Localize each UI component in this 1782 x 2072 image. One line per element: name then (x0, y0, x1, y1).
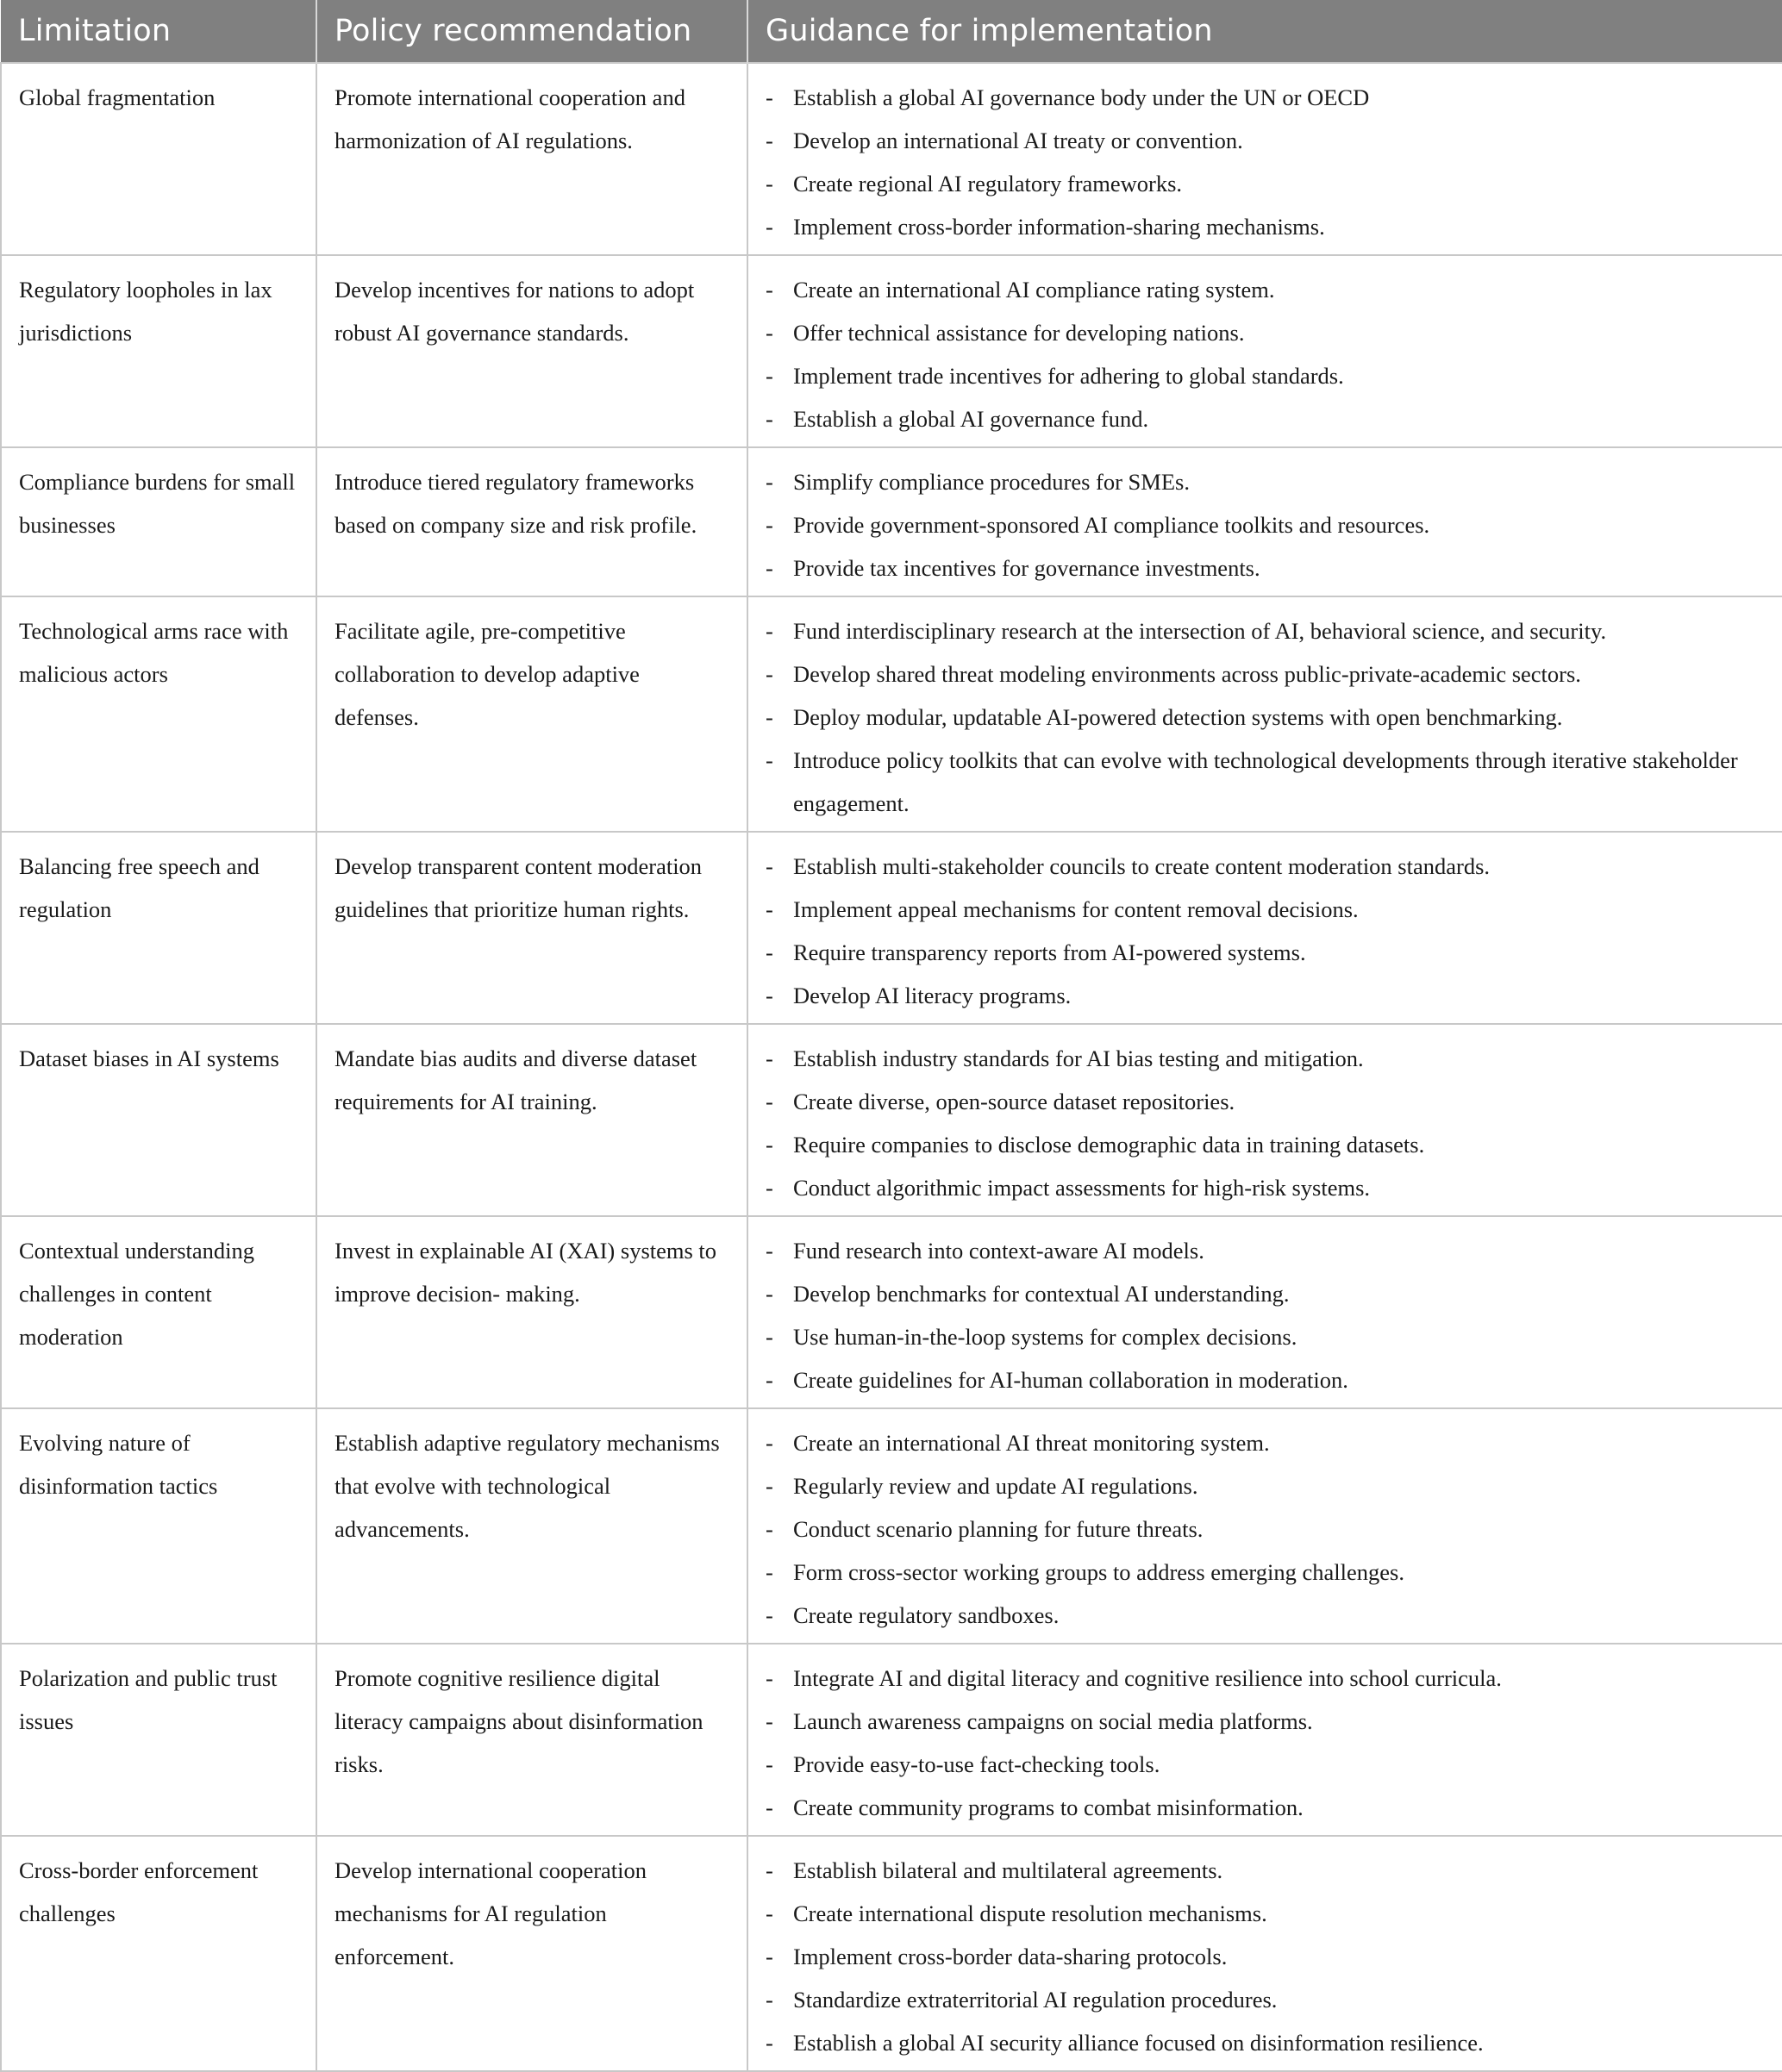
guidance-text: Establish industry standards for AI bias testing and mitigation. (793, 1045, 1364, 1071)
guidance-item (766, 205, 1765, 248)
table-header (1, 0, 1782, 63)
guidance-item (766, 931, 1765, 974)
guidance-text: Implement appeal mechanisms for content removal decisions. (793, 896, 1359, 922)
recommendation-cell: Develop incentives for nations to adopt robust AI governance standards. (316, 255, 747, 447)
guidance-item (766, 1037, 1765, 1080)
guidance-item (766, 503, 1765, 546)
guidance-text: Establish a global AI security alliance focused on disinformation resilience. (793, 2030, 1484, 2056)
table-row (1, 1408, 1782, 1644)
dash-bullet: - (766, 171, 773, 197)
guidance-item (766, 1892, 1765, 1935)
guidance-text: Require companies to disclose demographic data in training datasets. (793, 1132, 1425, 1158)
guidance-cell (747, 1836, 1782, 2071)
guidance-list (766, 1037, 1765, 1209)
header-policy-recommendation: Policy recommendation (316, 0, 747, 63)
guidance-text: Conduct scenario planning for future threats. (793, 1516, 1204, 1542)
dash-bullet: - (766, 704, 773, 730)
guidance-text: Develop benchmarks for contextual AI understanding. (793, 1281, 1290, 1307)
dash-bullet: - (766, 406, 773, 432)
guidance-item (766, 460, 1765, 503)
guidance-item (766, 1229, 1765, 1272)
guidance-item (766, 162, 1765, 205)
header-limitation: Limitation (1, 0, 316, 63)
dash-bullet: - (766, 1473, 773, 1499)
limitation-cell: Cross-border enforcement challenges (1, 1836, 316, 2071)
guidance-item (766, 1849, 1765, 1892)
guidance-item (766, 1978, 1765, 2021)
table-row (1, 1644, 1782, 1836)
guidance-item (766, 1421, 1765, 1464)
guidance-text: Conduct algorithmic impact assessments for high-risk systems. (793, 1175, 1371, 1201)
guidance-text: Create community programs to combat misinformation. (793, 1794, 1304, 1820)
guidance-list (766, 1229, 1765, 1401)
limitation-cell: Technological arms race with malicious actors (1, 596, 316, 832)
guidance-item (766, 354, 1765, 397)
guidance-item (766, 974, 1765, 1017)
table-body (1, 63, 1782, 2071)
guidance-text: Develop AI literacy programs. (793, 983, 1072, 1008)
header-row (1, 0, 1782, 63)
guidance-text: Simplify compliance procedures for SMEs. (793, 469, 1190, 495)
dash-bullet: - (766, 555, 773, 581)
guidance-text: Establish a global AI governance fund. (793, 406, 1149, 432)
limitation-cell: Evolving nature of disinformation tactics (1, 1408, 316, 1644)
guidance-item (766, 739, 1765, 825)
recommendation-cell: Establish adaptive regulatory mechanisms that evolve with technological advancements. (316, 1408, 747, 1644)
dash-bullet: - (766, 1751, 773, 1777)
guidance-item (766, 1551, 1765, 1594)
dash-bullet: - (766, 939, 773, 965)
guidance-text: Develop an international AI treaty or convention. (793, 128, 1243, 153)
dash-bullet: - (766, 1516, 773, 1542)
guidance-item (766, 1080, 1765, 1123)
guidance-list (766, 460, 1765, 590)
guidance-text: Develop shared threat modeling environments across public-private-academic sectors. (793, 661, 1581, 687)
guidance-text: Fund research into context-aware AI models. (793, 1238, 1204, 1264)
guidance-item (766, 1272, 1765, 1315)
dash-bullet: - (766, 1559, 773, 1585)
guidance-cell (747, 832, 1782, 1024)
guidance-item (766, 1786, 1765, 1829)
dash-bullet: - (766, 1602, 773, 1628)
guidance-text: Create diverse, open-source dataset repositories. (793, 1089, 1235, 1114)
dash-bullet: - (766, 1794, 773, 1820)
guidance-item (766, 652, 1765, 696)
dash-bullet: - (766, 1367, 773, 1393)
recommendation-cell: Promote international cooperation and harmonization of AI regulations. (316, 63, 747, 255)
guidance-text: Standardize extraterritorial AI regulation procedures. (793, 1987, 1278, 2013)
guidance-cell (747, 255, 1782, 447)
dash-bullet: - (766, 1987, 773, 2013)
guidance-cell (747, 1408, 1782, 1644)
guidance-item (766, 1935, 1765, 1978)
table-row (1, 1216, 1782, 1408)
guidance-text: Require transparency reports from AI-powered systems. (793, 939, 1306, 965)
limitation-cell: Balancing free speech and regulation (1, 832, 316, 1024)
guidance-item (766, 1166, 1765, 1209)
guidance-text: Create guidelines for AI-human collaboration in moderation. (793, 1367, 1348, 1393)
dash-bullet: - (766, 896, 773, 922)
table-row (1, 255, 1782, 447)
guidance-item (766, 1700, 1765, 1743)
guidance-text: Integrate AI and digital literacy and cognitive resilience into school curricula. (793, 1665, 1502, 1691)
dash-bullet: - (766, 128, 773, 153)
table-row (1, 1024, 1782, 1216)
guidance-item (766, 1315, 1765, 1358)
dash-bullet: - (766, 214, 773, 240)
guidance-text: Introduce policy toolkits that can evolve with technological developments through iterative stakeholder engagement. (793, 747, 1738, 816)
dash-bullet: - (766, 1430, 773, 1456)
recommendation-cell: Invest in explainable AI (XAI) systems to improve decision- making. (316, 1216, 747, 1408)
recommendation-cell: Promote cognitive resilience digital literacy campaigns about disinformation risks. (316, 1644, 747, 1836)
dash-bullet: - (766, 853, 773, 879)
dash-bullet: - (766, 661, 773, 687)
guidance-item (766, 696, 1765, 739)
guidance-item (766, 1594, 1765, 1637)
guidance-item (766, 76, 1765, 119)
guidance-item (766, 2021, 1765, 2064)
guidance-list (766, 845, 1765, 1017)
dash-bullet: - (766, 277, 773, 303)
dash-bullet: - (766, 1708, 773, 1734)
guidance-text: Implement cross-border information-sharing mechanisms. (793, 214, 1325, 240)
guidance-item (766, 546, 1765, 590)
guidance-list (766, 268, 1765, 440)
guidance-text: Create an international AI threat monitoring system. (793, 1430, 1270, 1456)
guidance-text: Implement trade incentives for adhering to global standards. (793, 363, 1344, 389)
guidance-cell (747, 596, 1782, 832)
guidance-item (766, 1358, 1765, 1401)
guidance-item (766, 845, 1765, 888)
guidance-text: Provide government-sponsored AI compliance toolkits and resources. (793, 512, 1430, 538)
dash-bullet: - (766, 1857, 773, 1883)
guidance-item (766, 609, 1765, 652)
guidance-cell (747, 447, 1782, 596)
dash-bullet: - (766, 1238, 773, 1264)
dash-bullet: - (766, 1132, 773, 1158)
guidance-list (766, 1849, 1765, 2064)
guidance-text: Provide easy-to-use fact-checking tools. (793, 1751, 1160, 1777)
guidance-list (766, 76, 1765, 248)
guidance-list (766, 609, 1765, 825)
recommendation-cell: Introduce tiered regulatory frameworks based on company size and risk profile. (316, 447, 747, 596)
guidance-text: Provide tax incentives for governance investments. (793, 555, 1260, 581)
dash-bullet: - (766, 1944, 773, 1969)
guidance-cell (747, 1216, 1782, 1408)
guidance-item (766, 311, 1765, 354)
limitation-cell: Polarization and public trust issues (1, 1644, 316, 1836)
guidance-item (766, 1507, 1765, 1551)
dash-bullet: - (766, 747, 773, 773)
guidance-cell (747, 1644, 1782, 1836)
table-row (1, 447, 1782, 596)
guidance-item (766, 268, 1765, 311)
guidance-item (766, 119, 1765, 162)
recommendation-cell: Mandate bias audits and diverse dataset requirements for AI training. (316, 1024, 747, 1216)
dash-bullet: - (766, 2030, 773, 2056)
dash-bullet: - (766, 320, 773, 346)
header-guidance: Guidance for implementation (747, 0, 1782, 63)
dash-bullet: - (766, 1281, 773, 1307)
dash-bullet: - (766, 512, 773, 538)
guidance-text: Create international dispute resolution mechanisms. (793, 1900, 1267, 1926)
dash-bullet: - (766, 469, 773, 495)
guidance-text: Create regulatory sandboxes. (793, 1602, 1060, 1628)
table-row (1, 596, 1782, 832)
guidance-list (766, 1657, 1765, 1829)
guidance-text: Create an international AI compliance rating system. (793, 277, 1275, 303)
dash-bullet: - (766, 1089, 773, 1114)
guidance-item (766, 1743, 1765, 1786)
dash-bullet: - (766, 363, 773, 389)
guidance-text: Form cross-sector working groups to address emerging challenges. (793, 1559, 1404, 1585)
dash-bullet: - (766, 983, 773, 1008)
dash-bullet: - (766, 618, 773, 644)
guidance-item (766, 1657, 1765, 1700)
guidance-text: Regularly review and update AI regulations. (793, 1473, 1198, 1499)
guidance-item (766, 397, 1765, 440)
guidance-text: Fund interdisciplinary research at the intersection of AI, behavioral science, and security. (793, 618, 1607, 644)
guidance-list (766, 1421, 1765, 1637)
guidance-text: Establish a global AI governance body under the UN or OECD (793, 84, 1370, 110)
guidance-text: Implement cross-border data-sharing protocols. (793, 1944, 1228, 1969)
guidance-text: Establish multi-stakeholder councils to create content moderation standards. (793, 853, 1491, 879)
guidance-text: Create regional AI regulatory frameworks. (793, 171, 1183, 197)
limitation-cell: Regulatory loopholes in lax jurisdictions (1, 255, 316, 447)
limitation-cell: Global fragmentation (1, 63, 316, 255)
guidance-text: Launch awareness campaigns on social media platforms. (793, 1708, 1313, 1734)
table-row (1, 63, 1782, 255)
recommendation-cell: Develop transparent content moderation guidelines that prioritize human rights. (316, 832, 747, 1024)
dash-bullet: - (766, 1175, 773, 1201)
limitation-cell: Dataset biases in AI systems (1, 1024, 316, 1216)
guidance-cell (747, 63, 1782, 255)
recommendation-cell: Facilitate agile, pre-competitive collaboration to develop adaptive defenses. (316, 596, 747, 832)
table-row (1, 1836, 1782, 2071)
recommendation-cell: Develop international cooperation mechanisms for AI regulation enforcement. (316, 1836, 747, 2071)
dash-bullet: - (766, 1324, 773, 1350)
dash-bullet: - (766, 1665, 773, 1691)
limitation-cell: Compliance burdens for small businesses (1, 447, 316, 596)
limitation-cell: Contextual understanding challenges in content moderation (1, 1216, 316, 1408)
guidance-cell (747, 1024, 1782, 1216)
guidance-item (766, 1464, 1765, 1507)
dash-bullet: - (766, 84, 773, 110)
guidance-text: Offer technical assistance for developing nations. (793, 320, 1245, 346)
guidance-item (766, 888, 1765, 931)
table-row (1, 832, 1782, 1024)
dash-bullet: - (766, 1045, 773, 1071)
dash-bullet: - (766, 1900, 773, 1926)
guidance-text: Establish bilateral and multilateral agreements. (793, 1857, 1223, 1883)
guidance-item (766, 1123, 1765, 1166)
guidance-text: Use human-in-the-loop systems for complex decisions. (793, 1324, 1297, 1350)
guidance-text: Deploy modular, updatable AI-powered detection systems with open benchmarking. (793, 704, 1563, 730)
